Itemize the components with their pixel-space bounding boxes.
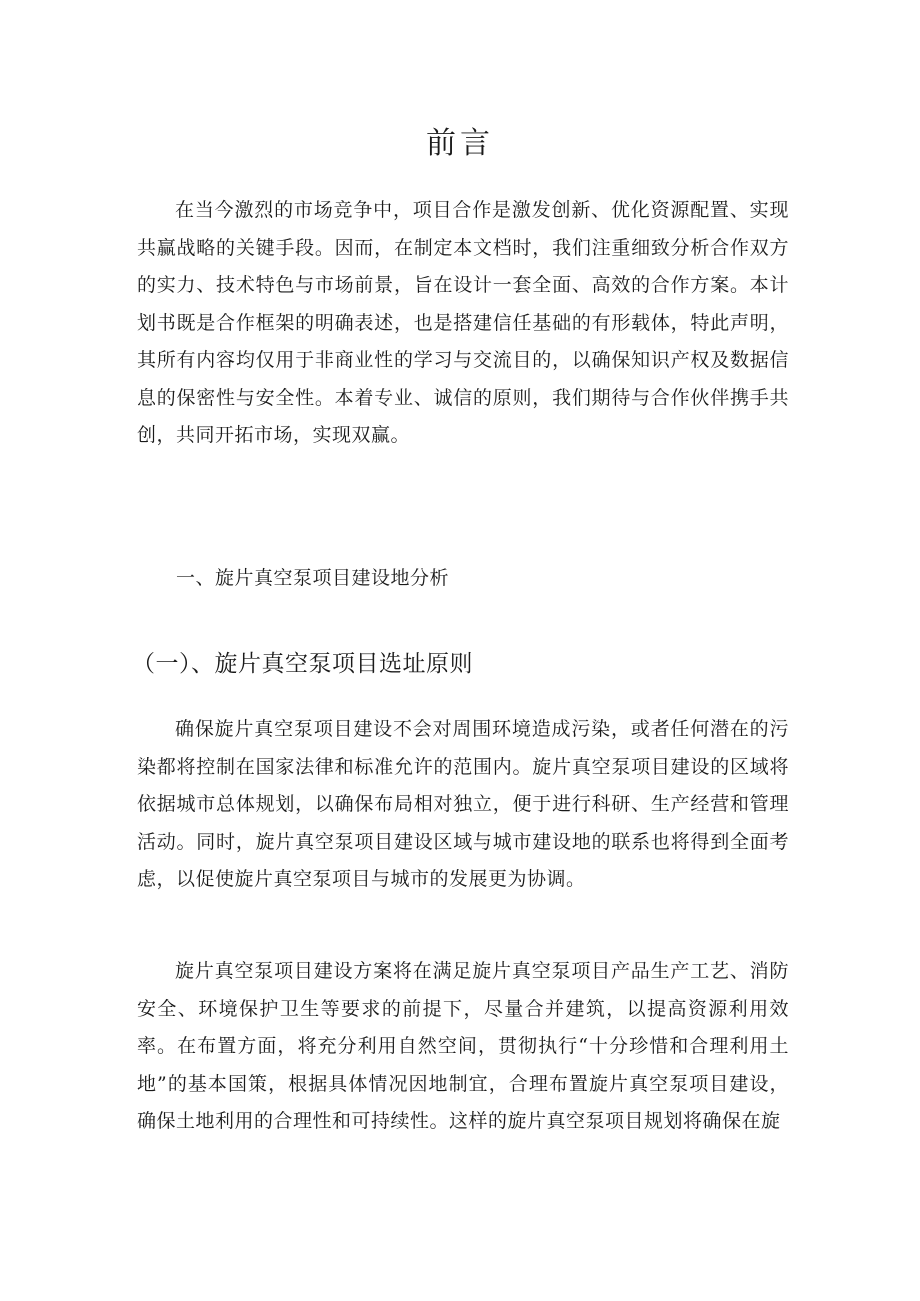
body-paragraph-1: 确保旋片真空泵项目建设不会对周围环境造成污染，或者任何潜在的污染都将控制在国家法律和标准允许的范围内。旋片真空泵项目建设的区域将依据城市总体规划，以确保布局相对独立，便于进行科研、生产经营和管理活动。同时，旋片真空泵项目建设区域与城市建设地的联系也将得到全面考虑，以促使旋片真空泵项目与城市的发展更为协调。: [137, 718, 789, 890]
page-title: 前言: [426, 126, 494, 161]
preface-paragraph: 在当今激烈的市场竞争中，项目合作是激发创新、优化资源配置、实现共赢战略的关键手段。因而，在制定本文档时，我们注重细致分析合作双方的实力、技术特色与市场前景，旨在设计一套全面、高效的合作方案。本计划书既是合作框架的明确表述，也是搭建信任基础的有形载体，特此声明，其所有内容均仅用于非商业性的学习与交流目的，以确保知识产权及数据信息的保密性与安全性。本着专业、诚信的原则，我们期待与合作伙伴携手共创，共同开拓市场，实现双赢。: [137, 199, 789, 446]
body-paragraph-2: 旋片真空泵项目建设方案将在满足旋片真空泵项目产品生产工艺、消防安全、环境保护卫生等要求的前提下，尽量合并建筑，以提高资源利用效率。在布置方面，将充分利用自然空间，贯彻执行“十分珍惜和合理利用土地”的基本国策，根据具体情况因地制宜，合理布置旋片真空泵项目建设，确保土地利用的合理性和可持续性。这样的旋片真空泵项目规划将确保在旋: [137, 960, 789, 1132]
subsection-heading: （一）、旋片真空泵项目选址原则: [132, 651, 473, 677]
section-heading: 一、旋片真空泵项目建设地分析: [176, 567, 450, 589]
